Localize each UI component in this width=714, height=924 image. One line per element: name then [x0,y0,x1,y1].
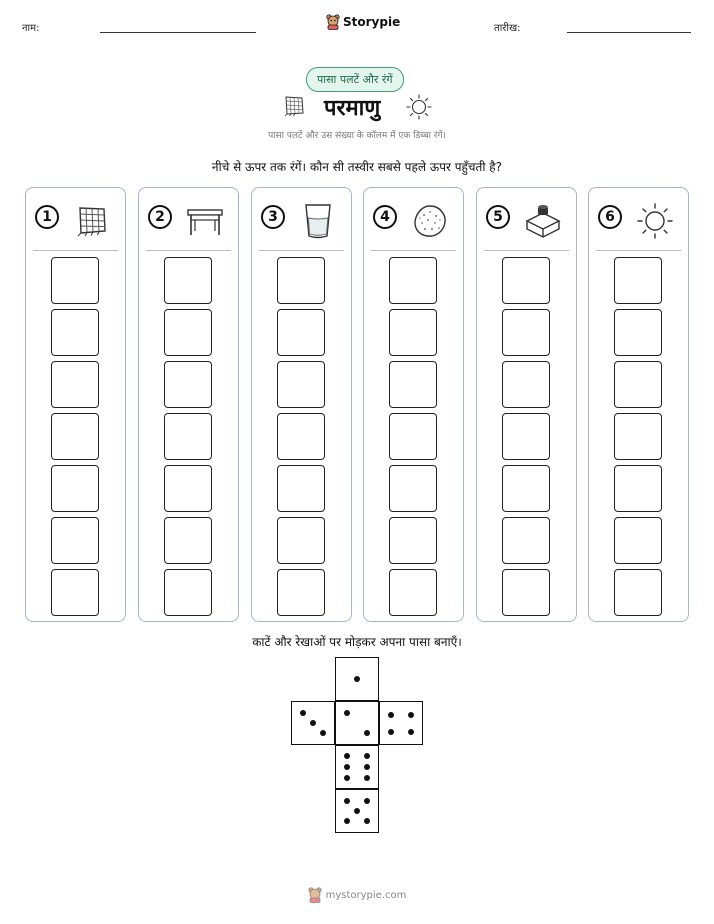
color-box[interactable] [277,413,325,460]
column-3 [251,187,352,622]
color-box[interactable] [502,361,550,408]
die-pip [364,764,370,770]
color-box[interactable] [614,517,662,564]
die-pip [344,710,350,716]
instruction-text: पासा पलटें और उस संख्या के कॉलम में एक डिब्बा रंगें। [268,131,446,141]
die-pip [364,818,370,824]
color-box[interactable] [614,569,662,616]
color-box[interactable] [502,465,550,512]
column-divider [146,250,231,251]
die-pip [344,764,350,770]
die-face-2 [335,701,379,745]
color-box[interactable] [164,465,212,512]
color-box[interactable] [389,309,437,356]
color-box[interactable] [502,413,550,460]
column-divider [596,250,681,251]
color-box[interactable] [277,361,325,408]
bear-icon [326,14,340,30]
column-divider [259,250,344,251]
name-label: नाम: [22,23,40,34]
die-face-4 [379,701,423,745]
color-box[interactable] [614,257,662,304]
color-box[interactable] [164,361,212,408]
die-face-6 [335,745,379,789]
color-box[interactable] [614,309,662,356]
column-1 [25,187,126,622]
footer [0,887,714,903]
date-label: तारीख: [494,23,521,34]
column-number: 4 [373,205,397,229]
die-pip [344,798,350,804]
die-pip [364,775,370,781]
sun-icon [635,201,675,241]
color-box[interactable] [277,257,325,304]
die-pip [320,730,326,736]
color-box[interactable] [51,517,99,564]
color-box[interactable] [389,361,437,408]
die-pip [344,818,350,824]
column-number: 6 [598,205,622,229]
color-box[interactable] [614,465,662,512]
rock-icon [410,201,450,241]
die-face-1 [335,657,379,701]
die-pip [408,712,414,718]
blanket-icon [72,201,112,241]
cube-icon [523,201,563,241]
date-field[interactable] [567,32,691,33]
brand-logo [326,14,400,30]
die-caption: काटें और रेखाओं पर मोड़कर अपना पासा बनाएँ। [252,635,462,649]
column-4 [363,187,464,622]
die-pip [310,720,316,726]
question-text: नीचे से ऊपर तक रंगें। कौन सी तस्वीर सबसे पहले ऊपर पहुँचती है? [211,160,503,174]
column-divider [484,250,569,251]
color-box[interactable] [389,413,437,460]
column-divider [33,250,118,251]
blanket-icon [281,94,307,118]
die-pip [354,808,360,814]
color-box[interactable] [614,361,662,408]
color-box[interactable] [277,517,325,564]
sun-icon [405,93,433,121]
column-number: 5 [486,205,510,229]
color-box[interactable] [502,257,550,304]
color-box[interactable] [389,517,437,564]
column-number: 2 [148,205,172,229]
color-box[interactable] [164,257,212,304]
table-icon [185,201,225,241]
color-box[interactable] [389,569,437,616]
color-box[interactable] [614,413,662,460]
brand-name: Storypie [343,15,401,29]
color-box[interactable] [164,569,212,616]
column-divider [371,250,456,251]
color-box[interactable] [389,465,437,512]
color-box[interactable] [51,309,99,356]
color-box[interactable] [502,517,550,564]
die-pip [364,753,370,759]
color-box[interactable] [277,465,325,512]
color-box[interactable] [502,309,550,356]
die-pip [300,710,306,716]
color-box[interactable] [164,309,212,356]
color-box[interactable] [164,517,212,564]
die-pip [364,730,370,736]
die-pip [408,729,414,735]
color-box[interactable] [502,569,550,616]
die-pip [354,676,360,682]
color-box[interactable] [51,465,99,512]
column-number: 1 [35,205,59,229]
column-6 [588,187,689,622]
activity-pill: पासा पलटें और रंगें [306,67,404,92]
name-field[interactable] [100,32,256,33]
die-face-5 [335,789,379,833]
column-5 [476,187,577,622]
die-pip [388,729,394,735]
color-box[interactable] [164,413,212,460]
footer-site[interactable]: mystorypie.com [325,889,407,901]
color-box[interactable] [389,257,437,304]
bear-icon [308,887,322,903]
die-pip [364,798,370,804]
die-pip [388,712,394,718]
color-box[interactable] [51,413,99,460]
glass-icon [298,201,338,241]
color-box[interactable] [51,257,99,304]
die-pip [344,775,350,781]
color-box[interactable] [277,309,325,356]
die-pip [344,753,350,759]
column-2 [138,187,239,622]
die-face-3 [291,701,335,745]
color-box[interactable] [51,361,99,408]
column-number: 3 [261,205,285,229]
color-box[interactable] [277,569,325,616]
page-title: परमाणु [324,96,381,121]
color-box[interactable] [51,569,99,616]
